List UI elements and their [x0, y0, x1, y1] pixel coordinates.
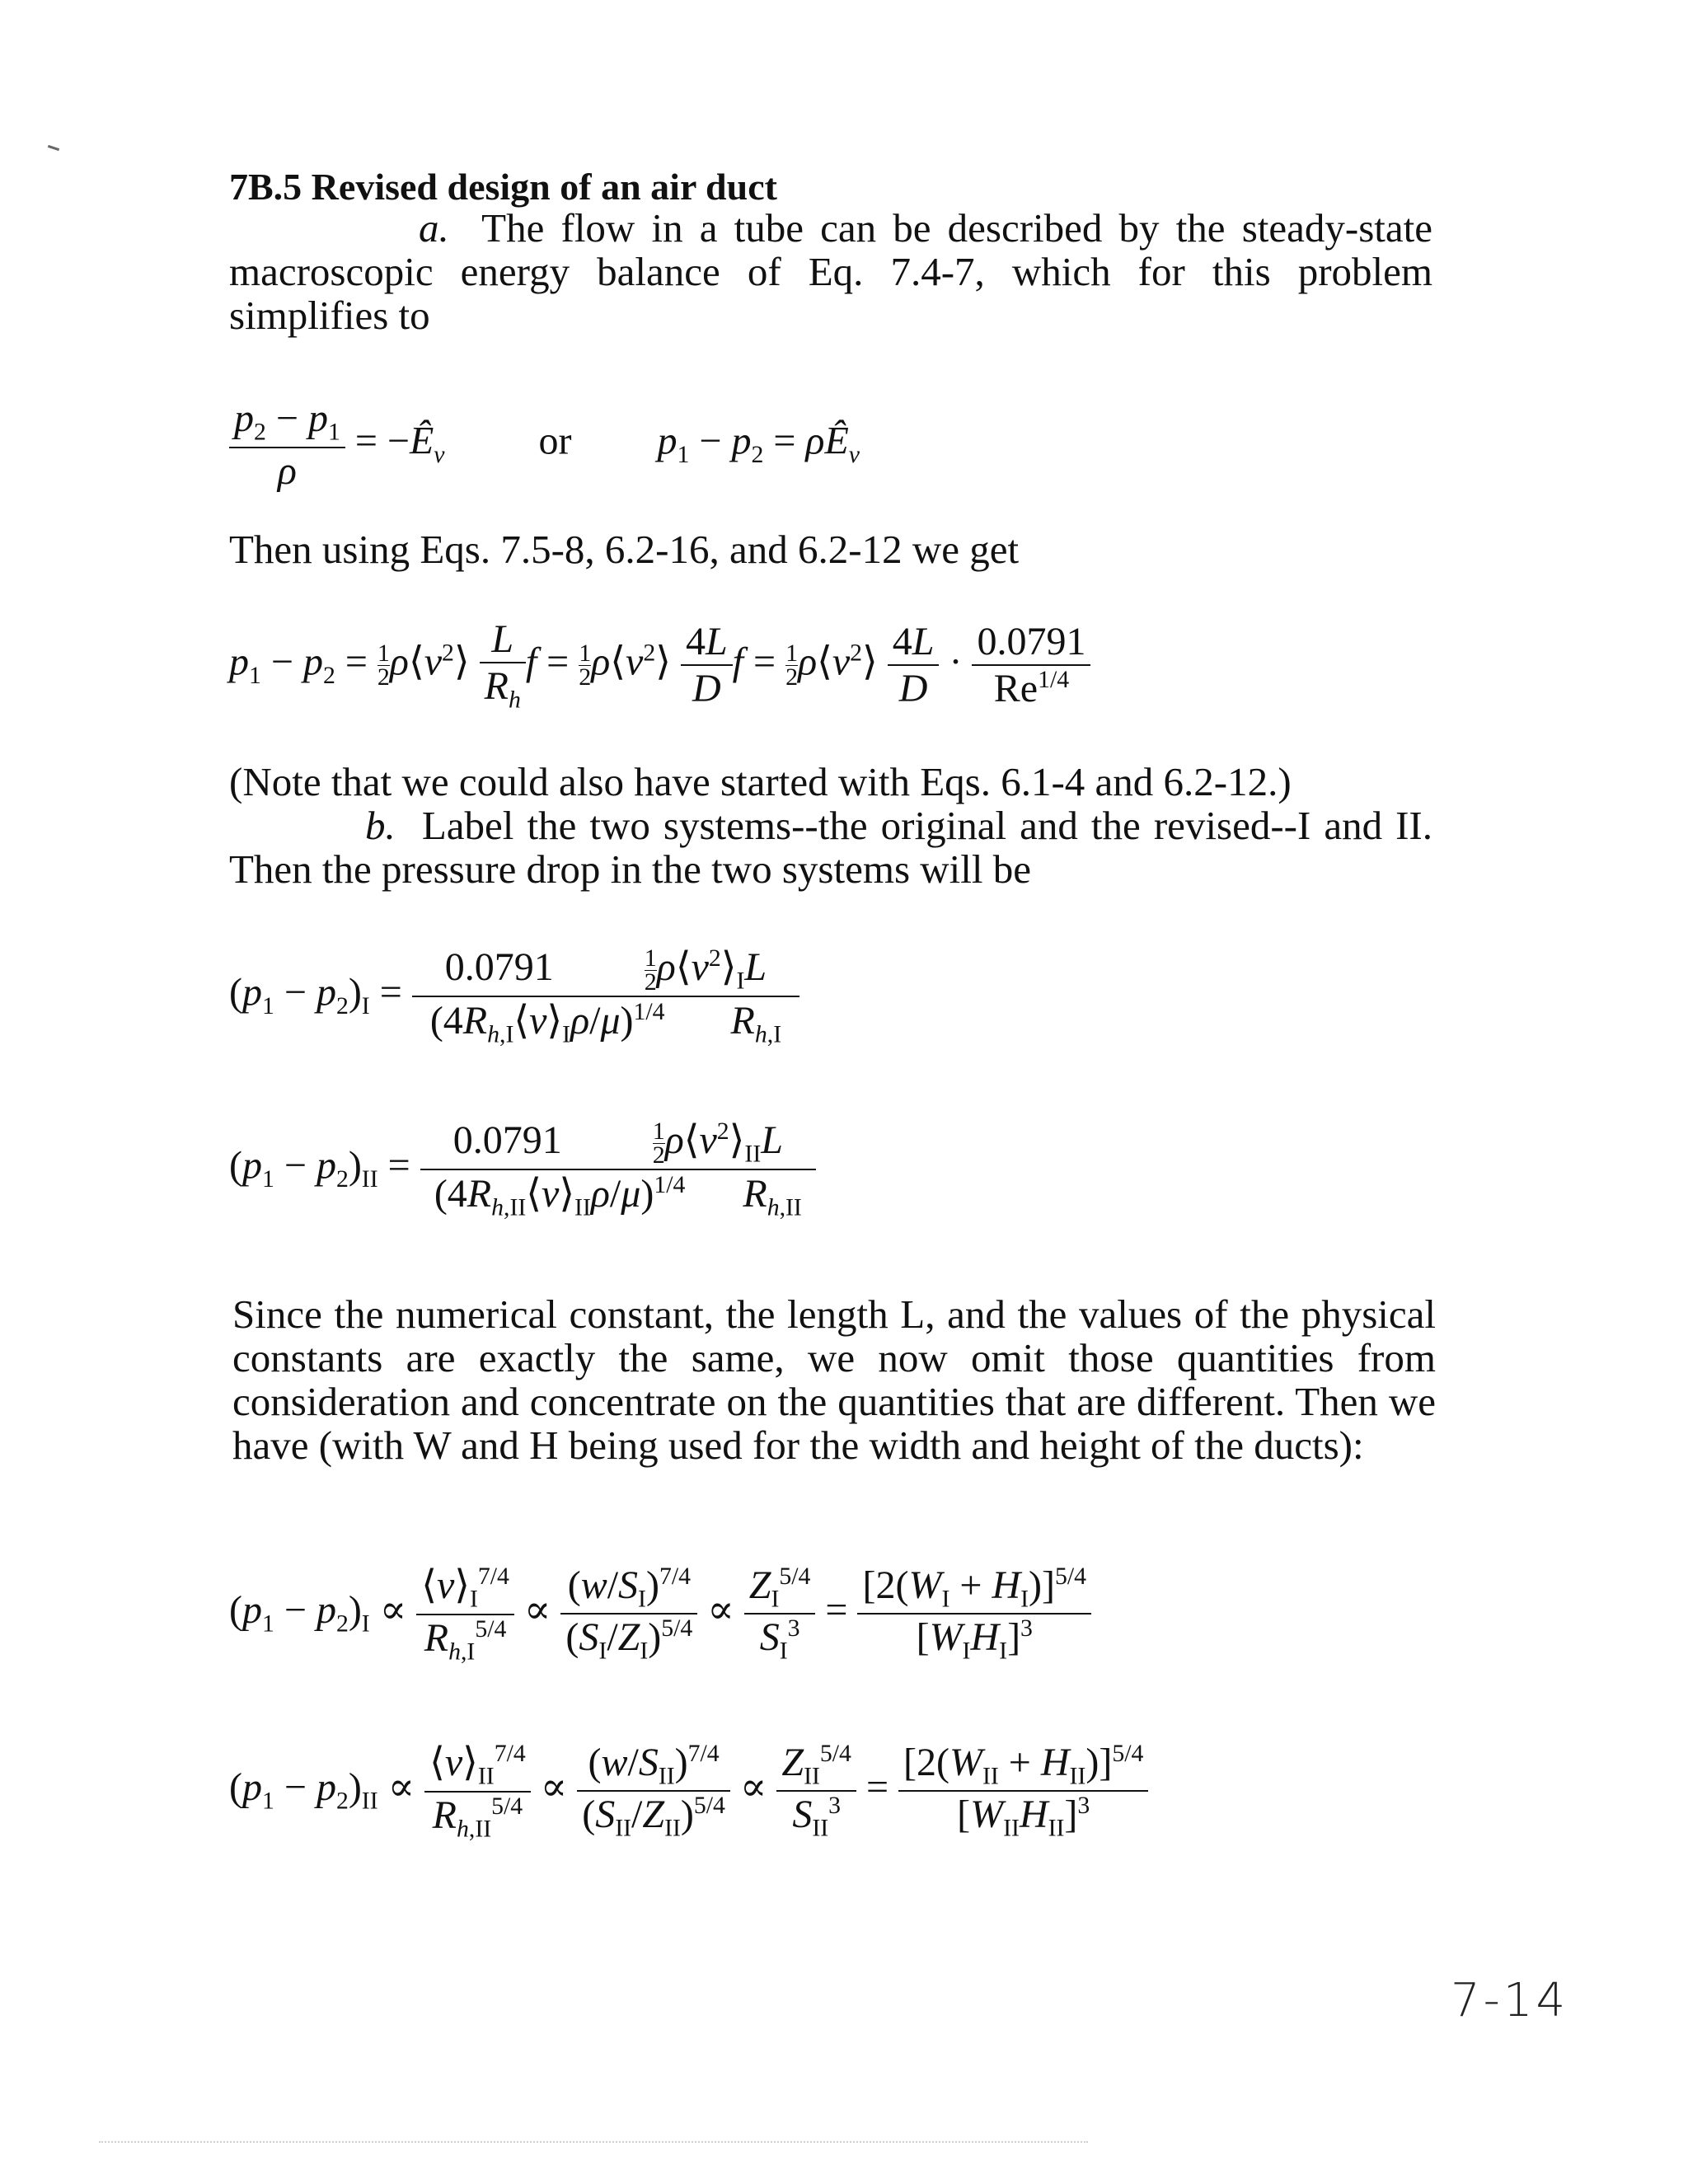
part-a-paragraph	[229, 206, 1432, 337]
part-b-text: Label the two systems--the original and the revised--I and II. Then the pressure drop in the two systems will be	[229, 803, 1433, 892]
part-b-label: b.	[365, 803, 396, 848]
note-paragraph: (Note that we could also have started with Eqs. 6.1-4 and 6.2-12.)	[229, 759, 1292, 804]
part-a-text: The flow in a tube can be described by the steady-state macroscopic energy balance of Eq. 7.4-7, which for this problem simplifies to	[229, 205, 1432, 338]
part-b-paragraph	[229, 804, 1432, 891]
or-word: or	[538, 419, 572, 463]
scan-edge-dots	[99, 2141, 1088, 2143]
equation-drop-system-II: $(p_1 - p_2)_{II}$ = 0.0791 $\frac{1}{2}$ $\rho⟨v^2⟩_{II}L$ $(4R_{h,II}⟨v⟩_{II}\rho/\mu)^{1/4}$ $R_{h,II}$	[229, 1117, 816, 1221]
friction-constant: 0.0791	[972, 619, 1090, 666]
then-paragraph: Then using Eqs. 7.5-8, 6.2-16, and 6.2-12 we get	[229, 527, 1020, 572]
since-paragraph: Since the numerical constant, the length L, and the values of the physical constants are exactly the same, we now omit those quantities from consideration and concentrate on the quantities that are different. Then we have (with W and H being used for the width and height of the ducts):	[232, 1291, 1436, 1468]
equation-drop-system-I: $(p_1 - p_2)_I$ = 0.0791 $\frac{1}{2}$ $\rho⟨v^2⟩_IL$ $(4R_{h,I}⟨v⟩_I\rho/\mu)^{1/4}$ $R_{h,I}$	[229, 944, 799, 1048]
equation-pressure-drop: $p_1 - p_2$ = $\frac{1}{2}$ $\rho⟨v^2⟩$ $\frac{L}{R_h}$ f = $\frac{1}{2}$ $\rho⟨v^2⟩$ $\frac{4L}{D}$ f = $\frac{1}{2}$ $\rho⟨v^2⟩$ $\frac{4L}{D}$ · $\frac{0.0791}{Re^{1/4}}$	[229, 616, 1090, 715]
problem-heading: 7B.5 Revised design of an air duct	[229, 166, 777, 208]
page-number: 7-14	[1451, 1974, 1569, 2027]
part-a-label: a.	[419, 205, 449, 251]
equation-energy-balance: $\frac{p_2 - p_1}{\rho}$ = $-Ê_v$ or $p_1 - p_2$ = $\rho Ê_v$	[229, 396, 860, 494]
scan-speck	[48, 145, 59, 151]
equation-proportional-system-I: $(p_1 - p_2)_I$ ∝ $\frac{⟨v⟩_I^{7/4}}{R_{h,I}^{5/4}}$ ∝ $\frac{(w/S_I)^{7/4}}{(S_I/Z_I)^{5/4}}$ ∝ $\frac{Z_I^{5/4}}{S_I^3}$ = $[2(W_I + H_I)]^{5/4}$ $[W_IH_I]^3$	[229, 1562, 1091, 1666]
equation-proportional-system-II: $(p_1 - p_2)_{II}$ ∝ $\frac{⟨v⟩_{II}^{7/4}}{R_{h,II}^{5/4}}$ ∝ $(w/S_{II})^{7/4}$ $(S_{II}/Z_{II})^{5/4}$ ∝ $Z_{II}^{5/4}$ $S_{II}^3$ = $[2(W_{II} + H_{II})]^{5/4}$ $[W_{II}H_{II}]^3$	[229, 1739, 1148, 1843]
